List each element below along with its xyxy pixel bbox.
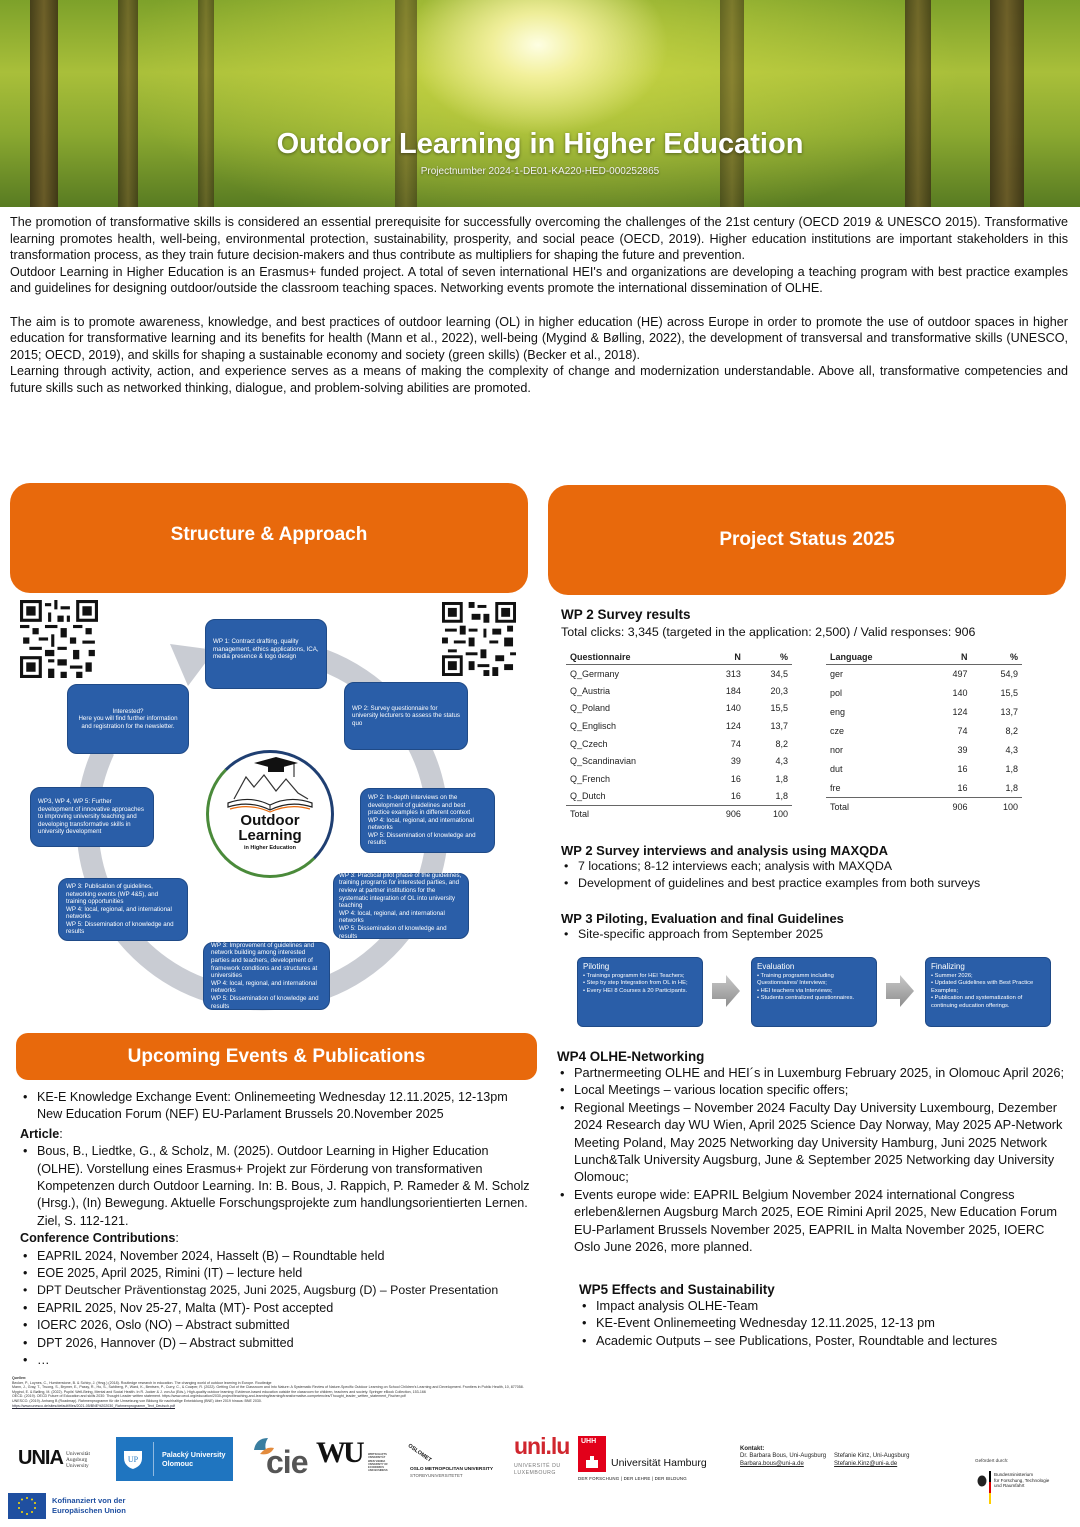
article-label: Article: bbox=[20, 1126, 63, 1141]
table-row bbox=[566, 735, 792, 753]
table-row bbox=[826, 779, 1022, 798]
list-item: • KE-Event Onlinemeeting Wednesday 12.11.2025, 12-13 pm bbox=[579, 1314, 1069, 1331]
list-item: • Academic Outputs – see Publications, Poster, Roundtable and lectures bbox=[579, 1332, 1069, 1349]
networking-list bbox=[557, 1064, 1067, 1255]
table-cell: 124 bbox=[725, 721, 741, 732]
table-cell: 16 bbox=[957, 764, 968, 774]
table-row bbox=[826, 665, 1022, 684]
hamburg-logo: UHH Universität Hamburg DER FORSCHUNG | DER LEHRE | DER BILDUNG bbox=[578, 1438, 707, 1481]
interviews-section bbox=[561, 843, 1061, 892]
bmbf-logo: Gefördert durch: Bundesministerium für Forschung, Technologie und Raumfahrt bbox=[975, 1458, 1055, 1513]
table-total-row bbox=[566, 805, 792, 823]
table-cell: 140 bbox=[952, 688, 968, 698]
table-cell: 13,7 bbox=[1000, 707, 1018, 717]
wp-text: WP 1: Contract drafting, quality management, ethics applications, ICA, media presence & logo design bbox=[213, 638, 319, 661]
unilu-logo: uni.lu UNIVERSITÉ DU LUXEMBOURG bbox=[514, 1433, 570, 1476]
contact-email-link[interactable]: Stefanie.Kinz@uni-a.de bbox=[834, 1460, 898, 1467]
list-item: • Events europe wide: EAPRIL Belgium November 2024 international Congress erleben&lernen Augsburg March 2025, EOE Rimini April 2025, New Education Forum EU-Parlament Brussels November 2025, EAPRIL in Malta November 2025, IOERC Oslo June 2026, more planned. bbox=[557, 1186, 1067, 1256]
table-cell: 34,5 bbox=[770, 668, 788, 679]
project-number: Projectnumber 2024-1-DE01-KA220-HED-000252865 bbox=[420, 166, 660, 177]
qr-code-icon[interactable] bbox=[442, 602, 516, 676]
wp-text: WP 3: Improvement of guidelines and network building among interested parties and teachers, development of framework conditions and structures at universities bbox=[211, 941, 318, 980]
interviews-list bbox=[561, 858, 1061, 892]
funded-label: Gefördert durch: bbox=[975, 1458, 1009, 1463]
table-cell: 15,5 bbox=[770, 703, 788, 714]
logo-title: Outdoor Learning bbox=[238, 812, 302, 844]
interested-box[interactable] bbox=[67, 684, 189, 754]
table-cell: 124 bbox=[952, 707, 968, 717]
intro-paragraph: Learning through activity, action, and experience serves as a means of making the complexity of change and modernization understandable. Above all, transformative competencies and future skills such as networked thinking, dialogue, and problem-solving abilities are promoted. bbox=[10, 364, 1068, 395]
list-item: • EAPRIL 2024, November 2024, Hasselt (B) – Roundtable held bbox=[20, 1248, 538, 1265]
event-list bbox=[20, 1089, 538, 1124]
piloting-title: WP 3 Piloting, Evaluation and final Guidelines bbox=[561, 911, 844, 926]
effects-list bbox=[579, 1297, 1069, 1349]
list-item: • IOERC 2026, Oslo (NO) – Abstract submitted bbox=[20, 1317, 538, 1334]
table-cell: 1,8 bbox=[775, 773, 788, 784]
piloting-section bbox=[561, 911, 1061, 943]
table-cell: 13,7 bbox=[770, 721, 788, 732]
list-item: • Development of guidelines and best practice examples from both surveys bbox=[561, 875, 1061, 892]
table-cell: Q_Poland bbox=[570, 703, 611, 714]
table-cell: Q_Englisch bbox=[570, 721, 617, 732]
wp-text: WP 4: local, regional, and international networks bbox=[368, 816, 474, 832]
table-cell: Q_Austria bbox=[570, 685, 611, 696]
conference-list bbox=[20, 1248, 538, 1370]
column-header: % bbox=[745, 650, 792, 665]
wp3-pilot-box bbox=[333, 873, 469, 939]
table-row bbox=[566, 788, 792, 806]
table-cell: pol bbox=[830, 688, 843, 698]
flow-finalizing bbox=[925, 957, 1051, 1027]
contact-email-link[interactable]: Barbara.bous@uni-a.de bbox=[740, 1460, 804, 1467]
augsburg-logo: UNIA Universität Augsburg University bbox=[18, 1447, 90, 1469]
table-cell: 74 bbox=[730, 738, 741, 749]
table-row bbox=[566, 682, 792, 700]
wp2-interviews-box bbox=[360, 788, 495, 853]
table-cell: 184 bbox=[725, 685, 741, 696]
section-heading: Structure & Approach bbox=[170, 524, 368, 545]
contact-name: Dr. Barbara Bous, Uni-Augsburg bbox=[740, 1453, 827, 1460]
intro-paragraph: The aim is to promote awareness, knowledge, and best practices of outdoor learning (OL) in higher education (HE) across Europe in order to promote the use of outdoor spaces in higher education for transformative learning and its benefits for health (Mann et al., 2022), well-being (Mygind & Bølling, 2022), the development of transversal and transformative skills (UNESCO, 2015; OECD, 2019), and skills for shaping a sustainable economy and society (green skills) (Becker et al., 2018). bbox=[10, 314, 1068, 362]
list-item: • DPT 2026, Hannover (D) – Abstract submitted bbox=[20, 1335, 538, 1352]
networking-title: WP4 OLHE-Networking bbox=[557, 1049, 705, 1064]
wp-text: WP 3: Practical pilot phase of the guidelines, training programs for interested parties, and review at partner institutions for the systematic integration of OL into university teaching bbox=[339, 871, 462, 910]
table-cell: 8,2 bbox=[1005, 726, 1018, 736]
reference-line: Mygind, E. & Bølling, M. (2022). Pupils' Well-Being, Mental and Social Health. In R. Jucker & J. von Au (Eds.), High-quality outdoor learning: Evidence-based education outside the classroom for children, teachers and society. Springer eBook Collection, 153-166 bbox=[12, 1389, 426, 1394]
wp-text: WP 5: Dissemination of knowledge and results bbox=[211, 994, 319, 1010]
table-cell: Q_Dutch bbox=[566, 788, 702, 806]
list-item: • Site-specific approach from September 2025 bbox=[561, 926, 1061, 943]
survey-summary: Total clicks: 3,345 (targeted in the application: 2,500) / Valid responses: 906 bbox=[561, 625, 976, 639]
flow-title: Evaluation bbox=[757, 962, 795, 971]
references bbox=[12, 1376, 532, 1408]
intro-paragraph: Outdoor Learning in Higher Education is an Erasmus+ funded project. A total of seven international HEI's and organizations are developing a teaching program with best practice examples and guidelines for designing outdoor/outside the classroom teaching spaces. Networking events promote the international dissemination of OLHE. bbox=[10, 264, 1068, 296]
table-cell: 39 bbox=[957, 745, 968, 755]
eagle-icon bbox=[977, 1475, 987, 1487]
list-item: • DPT Deutscher Präventionstag 2025, Juni 2025, Augsburg (D) – Poster Presentation bbox=[20, 1282, 538, 1299]
table-cell: 313 bbox=[725, 668, 741, 679]
list-item: • Bous, B., Liedtke, G., & Scholz, M. (2025). Outdoor Learning in Higher Education (OLHE). Vorstellung eines Erasmus+ Projekt zur Förderung von transformativen Kompetenzen durch Outdoor Learning. In: B. Bous, J. Rappich, P. Rameder & M. Scholz (Hrsg.), (In) Bewegung. Aktuelle Forschungsprojekte zum handlungsorientierten Lernen. Ziel, S. 112-121. bbox=[20, 1143, 538, 1230]
table-row bbox=[566, 665, 792, 683]
wp1-box bbox=[205, 619, 327, 689]
outdoor-learning-logo bbox=[206, 750, 334, 878]
flow-evaluation bbox=[751, 957, 877, 1027]
reference-line[interactable]: OECD. (2019). OECD Future of Education and skills 2030: Thought Leader written statement. https://www.oecd.org/education/2030-project/teaching-and-learning/learning/transformative-competencies/Thought_leader_written_statement_Fischer.pdf bbox=[12, 1394, 406, 1399]
list-item: • Impact analysis OLHE-Team bbox=[579, 1297, 1069, 1314]
flow-title: Piloting bbox=[583, 962, 610, 971]
article-list bbox=[20, 1143, 538, 1230]
table-cell: Q_Czech bbox=[570, 738, 608, 749]
section-heading: Upcoming Events & Publications bbox=[127, 1045, 426, 1067]
table-cell: Total bbox=[830, 802, 850, 813]
wp-text: WP 3: Publication of guidelines, networking events (WP 4&5), and training opportunities bbox=[66, 882, 159, 906]
questionnaire-table bbox=[566, 650, 792, 823]
wp-text: WP 5: Dissemination of knowledge and results bbox=[368, 831, 476, 847]
table-cell: fre bbox=[826, 779, 926, 798]
palacky-logo: UP Palacký University Olomouc bbox=[116, 1437, 233, 1481]
table-cell: 4,3 bbox=[775, 756, 788, 767]
table-row bbox=[566, 700, 792, 718]
survey-title: WP 2 Survey results bbox=[561, 607, 691, 622]
table-cell: 4,3 bbox=[1005, 745, 1018, 755]
intro-paragraph: The promotion of transformative skills is considered an essential prerequisite for successfully overcoming the challenges of the 21st century (OECD 2019 & UNESCO 2015). Transformative learning promotes health, well-being, environmental protection, sustainability, prosperity, and social peace (OECD, 2019). Higher education institutions are important stakeholders in this transformation process, as they train future decision-makers and thus contribute as multipliers for shaping the future and prevention. bbox=[10, 215, 1068, 263]
reference-link[interactable]: https://www.unesco.de/sites/default/files/2021-05/BNE%202030_Rahmenprogramm_Text_Deutsch.pdf bbox=[12, 1403, 176, 1408]
contact-label: Kontakt: bbox=[740, 1446, 765, 1452]
intro-text bbox=[10, 214, 1068, 397]
table-cell: nor bbox=[830, 745, 844, 755]
eu-cofunded-logo: Kofinanziert von der Europäischen Union bbox=[8, 1493, 168, 1519]
wp-text: WP 4: local, regional, and international networks bbox=[339, 909, 445, 925]
table-row bbox=[826, 741, 1022, 760]
flow-item: • Publication and systematization of continuing education offerings. bbox=[931, 995, 1023, 1009]
table-cell: 906 bbox=[952, 802, 968, 813]
reference-line: Mann, J., Gray, T., Truong, S., Brymer, E., Passy, R., Ho, S., Sahlberg, P., Ward, K., Bentsen, P., Curry, C., & Cowper, R. (2022). Getting Out of the Classroom and Into Nature: A Systematic Review of Nature-Specific Outdoor Learning on School Children's Learning and Development. Frontiers in Public Health, 10, 877058. bbox=[12, 1385, 524, 1390]
oslomet-logo: OSLOMET OSLO METROPOLITAN UNIVERSITY STORBYUNIVERSITETET bbox=[406, 1443, 494, 1478]
logo-subtitle: in Higher Education bbox=[244, 845, 296, 851]
table-cell: 1,8 bbox=[745, 788, 792, 806]
table-cell: 15,5 bbox=[1000, 688, 1018, 698]
table-row bbox=[826, 684, 1022, 703]
contact-name: Stefanie Kinz, Uni-Augsburg bbox=[834, 1453, 910, 1460]
wp-text: WP 4: local, regional, and international networks bbox=[211, 979, 317, 995]
table-cell: dut bbox=[830, 764, 843, 774]
table-row bbox=[826, 760, 1022, 779]
flow-item: • Step by step Integration from OL in HE; bbox=[583, 980, 688, 987]
wp-text: WP 5: Dissemination of knowledge and results bbox=[339, 924, 447, 940]
arrow-right-icon bbox=[886, 975, 914, 1007]
list-item: • EAPRIL 2025, Nov 25-27, Malta (MT)- Post accepted bbox=[20, 1300, 538, 1317]
table-cell: 74 bbox=[957, 726, 968, 736]
language-table bbox=[826, 650, 1022, 817]
table-cell: 54,9 bbox=[1000, 669, 1018, 680]
effects-title: WP5 Effects and Sustainability bbox=[579, 1282, 775, 1297]
interested-text: Here you will find further information and registration for the newsletter. bbox=[78, 715, 178, 730]
flow-item: • HEI teachers via Interviews; bbox=[757, 987, 833, 994]
table-cell: ger bbox=[830, 669, 844, 680]
events-header bbox=[16, 1033, 537, 1080]
table-cell: 100 bbox=[772, 809, 788, 820]
flow-item: • Every HEI 8 Courses à 20 Participants. bbox=[583, 987, 688, 994]
column-header: Questionnaire bbox=[566, 650, 702, 665]
conference-label: Conference Contributions: bbox=[20, 1231, 179, 1246]
wu-logo: WU WIRTSCHAFTS UNIVERSITÄT WIEN VIENNA UNIVERSITY OF ECONOMICS AND BUSINESS bbox=[316, 1436, 388, 1473]
reference-line: UNESCO. (2019). Anhang B (Roadmap). Rahmenprogramm für die Umsetzung von Bildung für nachhaltige Entwicklung (BNE) über 2019 hinaus: BNE 2030. bbox=[12, 1398, 262, 1403]
table-cell: 16 bbox=[926, 779, 972, 798]
arrow-right-icon bbox=[712, 975, 740, 1007]
effects-section bbox=[579, 1282, 1069, 1349]
table-row bbox=[566, 752, 792, 770]
wp-text: WP 2: Survey questionnaire for university lecturers to assess the status quo bbox=[352, 704, 460, 727]
wp-text: WP3, WP 4, WP 5: Further development of innovative approaches to improving university teaching and developing transformative skills in university development bbox=[38, 798, 144, 836]
cie-logo: cie bbox=[252, 1436, 314, 1482]
shield-icon bbox=[122, 1448, 144, 1470]
list-item: • … bbox=[20, 1352, 538, 1369]
events-section bbox=[20, 1089, 538, 1370]
contact-block bbox=[740, 1446, 909, 1468]
table-total-row bbox=[826, 798, 1022, 817]
table-cell: 100 bbox=[1002, 802, 1018, 813]
wp-text: WP 5: Dissemination of knowledge and results bbox=[66, 920, 174, 936]
wp3-publication-box bbox=[58, 878, 188, 941]
table-cell: Q_Germany bbox=[570, 668, 620, 679]
table-cell: 8,2 bbox=[775, 738, 788, 749]
wp2-survey-box bbox=[344, 682, 468, 750]
table-cell: 497 bbox=[952, 669, 968, 680]
list-item: • Local Meetings – various location specific offers; bbox=[557, 1081, 1067, 1098]
table-cell: 1,8 bbox=[971, 779, 1022, 798]
column-header: N bbox=[702, 650, 744, 665]
flow-item: • Training programm including Questionnaires/ Interviews; bbox=[757, 973, 834, 987]
table-cell: 140 bbox=[725, 703, 741, 714]
list-item: • KE-E Knowledge Exchange Event: Onlinemeeting Wednesday 12.11.2025, 12-13pm New Education Forum (NEF) EU-Parlament Brussels 20.November 2025 bbox=[20, 1089, 538, 1124]
flow-item: • Trainings programm for HEI Teachers; bbox=[583, 973, 685, 979]
qr-code-icon[interactable] bbox=[20, 600, 98, 678]
table-row bbox=[826, 703, 1022, 722]
piloting-list bbox=[561, 926, 1061, 943]
wp345-development-box bbox=[30, 787, 154, 847]
wp-text: WP 2: In-depth interviews on the development of guidelines and best practice examples in different context bbox=[368, 793, 471, 817]
table-cell: Q_Scandinavian bbox=[570, 756, 637, 767]
table-cell: eng bbox=[830, 707, 846, 717]
table-row bbox=[566, 717, 792, 735]
table-cell: 16 bbox=[730, 773, 741, 784]
table-cell: 39 bbox=[730, 756, 741, 767]
wp3-improvement-box bbox=[203, 942, 330, 1010]
flow-item: • Updated Guidelines with Best Practice Examples; bbox=[931, 980, 1034, 994]
structure-approach-header bbox=[10, 483, 528, 593]
table-cell: 20,3 bbox=[770, 685, 788, 696]
networking-section bbox=[557, 1049, 1067, 1255]
table-cell: Total bbox=[570, 809, 590, 820]
table-cell: 906 bbox=[725, 809, 741, 820]
eu-flag-icon bbox=[8, 1493, 46, 1519]
list-item: • Partnermeeting OLHE and HEI´s in Luxemburg February 2025, in Olomouc April 2026; bbox=[557, 1064, 1067, 1081]
column-header: % bbox=[971, 650, 1022, 665]
interviews-title: WP 2 Survey interviews and analysis using MAXQDA bbox=[561, 843, 889, 858]
list-item: • EOE 2025, April 2025, Rimini (IT) – lecture held bbox=[20, 1265, 538, 1282]
table-cell: cze bbox=[830, 726, 845, 736]
wp-text: WP 4: local, regional, and international networks bbox=[66, 905, 172, 921]
reference-line: Becker, P., Loynes, C., Humberstone, B. & Schirp, J. (Hrsg.) (2018). Routledge research in education. The changing world of outdoor learning in Europe. Routledge bbox=[12, 1380, 272, 1385]
flow-item: • Summer 2026; bbox=[931, 973, 973, 979]
book-mountain-icon bbox=[220, 757, 320, 817]
list-item: • Regional Meetings – November 2024 Faculty Day University Luxembourg, Dezember 2024 Research day WU Wien, April 2025 Science Day Norway, May 2025 AP-Network Meeting Poland, May 2025 Networking day University Hamburg, Juni 2025 Network Lunch&Talk University Augsburg, June & September 2025 Networking day University Olomouc; bbox=[557, 1099, 1067, 1186]
table-row bbox=[826, 722, 1022, 741]
table-row bbox=[566, 770, 792, 788]
column-header: N bbox=[926, 650, 972, 665]
interested-title: Interested? bbox=[112, 707, 144, 715]
castle-icon bbox=[585, 1456, 599, 1468]
table-cell: 1,8 bbox=[1005, 764, 1018, 774]
list-item: • 7 locations; 8-12 interviews each; analysis with MAXQDA bbox=[561, 858, 1061, 875]
flow-item: • Students centralized questionnaires. bbox=[757, 995, 855, 1002]
project-status-header bbox=[548, 485, 1066, 595]
svg-text:UP: UP bbox=[127, 1455, 139, 1464]
poster-title: Outdoor Learning in Higher Education bbox=[276, 128, 804, 160]
structure-diagram bbox=[10, 598, 530, 1028]
column-header: Language bbox=[826, 650, 926, 665]
hero-banner bbox=[0, 0, 1080, 207]
flow-piloting bbox=[577, 957, 703, 1027]
table-cell: 16 bbox=[702, 788, 744, 806]
section-heading: Project Status 2025 bbox=[719, 529, 895, 550]
references-label: Quellen: bbox=[12, 1376, 27, 1380]
table-cell: Q_French bbox=[570, 773, 611, 784]
flow-title: Finalizing bbox=[931, 962, 965, 971]
